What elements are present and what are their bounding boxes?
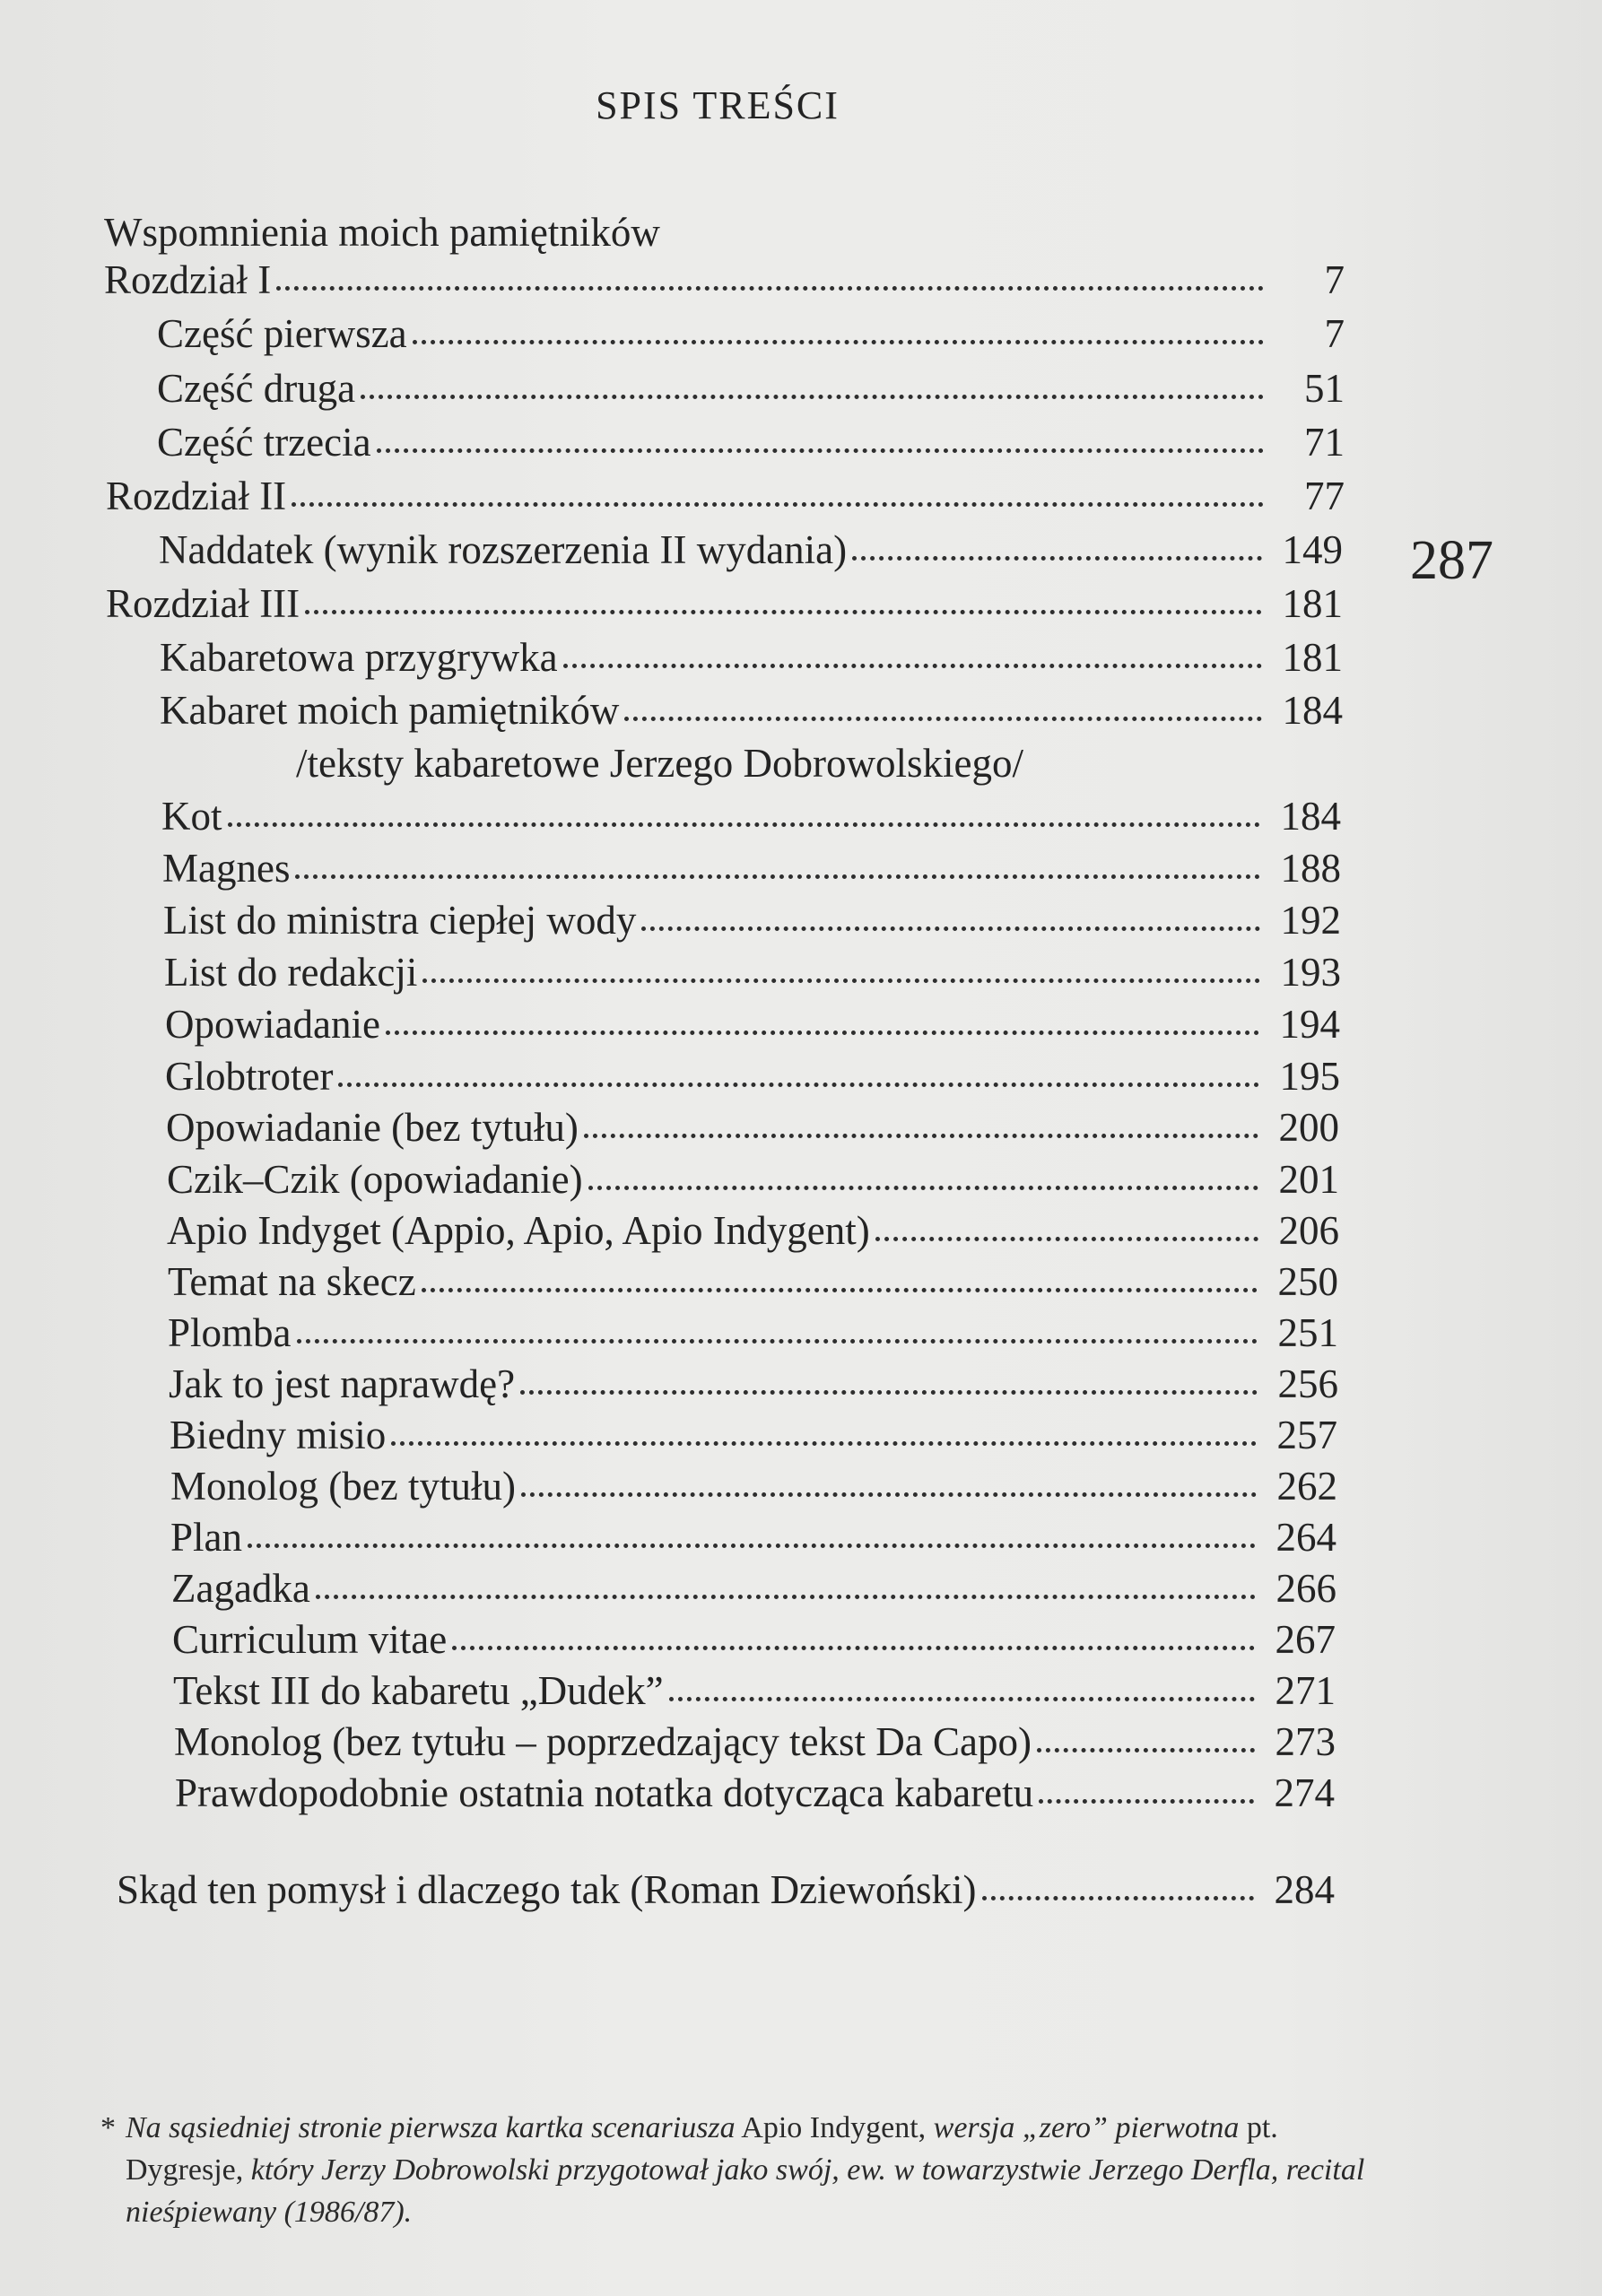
toc-entry [167,1208,1339,1253]
toc-entry [165,1054,1340,1099]
toc-entry [117,1867,1335,1912]
toc-entry [165,1004,1340,1045]
toc-dot-leader [276,286,1264,291]
toc-entry-page: 194 [1279,1002,1340,1047]
toc-dot-leader [248,1544,1256,1548]
toc-entry-title: Plan [170,1515,243,1560]
toc-entry-page: 188 [1280,846,1341,891]
toc-entry-title: Część druga [157,366,356,411]
toc-entry-page: 267 [1275,1617,1336,1662]
toc-entry-page: 201 [1278,1157,1339,1202]
toc-dot-leader [520,1390,1258,1395]
toc-entry [173,1668,1336,1713]
toc-entry-title: Kabaretowa przygrywka [160,635,558,680]
toc-dot-leader [588,1186,1258,1190]
toc-entry-page: 262 [1276,1464,1337,1509]
toc-entry-title: Prawdopodobnie ostatnia notatka dotycząca kabaretu [175,1770,1034,1815]
toc-entry-title: Skąd ten pomysł i dlaczego tak (Roman Dziewoński) [117,1867,977,1912]
toc-main-heading: Wspomnienia moich pamiętników [104,210,660,255]
toc-dot-leader [641,926,1260,931]
toc-entry-title: Rozdział II [106,474,287,518]
footnote-title-upright: Apio Indygent, [741,2111,927,2144]
toc-entry-title: List do ministra ciepłej wody [163,898,637,943]
toc-entry-title: Temat na skecz [168,1259,416,1304]
toc-entry-page: 271 [1275,1668,1336,1713]
toc-entry-title: Rozdział III [106,581,300,626]
toc-entry-page: 7 [1324,311,1345,356]
toc-entry-page: 181 [1282,581,1343,626]
toc-entry [170,1466,1337,1507]
toc-dot-leader [305,610,1262,614]
toc-entry-title: Apio Indyget (Appio, Apio, Apio Indygent) [167,1208,870,1253]
toc-entry-title: Kabaret moich pamiętników [160,688,620,733]
toc-entry [106,476,1345,517]
toc-entry [175,1770,1335,1815]
toc-entry-title: Opowiadanie [165,1002,380,1047]
toc-entry [168,1310,1338,1355]
footnote-marker: * [100,2111,116,2144]
toc-entry-page: 7 [1324,257,1345,302]
footnote [100,2108,1381,2234]
toc-dot-leader [386,1031,1259,1035]
toc-entry-page: 192 [1280,898,1341,943]
toc-entry-title: Globtroter [165,1054,334,1099]
toc-entry-page: 206 [1278,1208,1339,1253]
toc-entry-page: 181 [1282,635,1343,680]
toc-entry [157,422,1345,463]
toc-dot-leader [669,1697,1255,1701]
toc-entry [166,1105,1339,1150]
toc-entry [170,1415,1337,1456]
toc-entry-page: 51 [1304,366,1345,411]
toc-entry [164,952,1341,993]
toc-dot-leader [452,1646,1255,1650]
toc-entry [169,1361,1338,1406]
toc-entry [167,1157,1339,1202]
toc-entry-page: 77 [1304,474,1345,518]
toc-dot-leader [422,978,1260,983]
toc-entry [104,257,1345,302]
toc-dot-leader [297,1339,1258,1344]
toc-dot-leader [391,1441,1257,1446]
toc-entry [163,900,1341,941]
toc-entry-title: Część trzecia [157,420,371,465]
toc-entry [157,311,1345,356]
toc-subheading: /teksty kabaretowe Jerzego Dobrowolskiego/ [296,741,1024,786]
toc-entry [174,1719,1336,1764]
toc-entry [170,1515,1336,1560]
toc-dot-leader [295,874,1260,879]
toc-entry-title: Biedny misio [170,1413,387,1457]
toc-entry-title: Jak to jest naprawdę? [169,1361,516,1406]
toc-entry [106,581,1343,626]
toc-entry-page: 200 [1278,1105,1339,1150]
toc-entry [171,1566,1336,1611]
toc-entry-page: 193 [1280,950,1341,995]
toc-entry-page: 184 [1280,794,1341,839]
toc-dot-leader [521,1492,1257,1497]
toc-entry-page: 274 [1274,1770,1335,1815]
toc-dot-leader [377,448,1264,453]
toc-entry-title: Część pierwsza [157,311,407,356]
toc-dot-leader [292,502,1264,507]
toc-entry-title: Monolog (bez tytułu – poprzedzający tekst Da Capo) [174,1719,1032,1764]
toc-entry [160,688,1343,733]
toc-dot-leader [584,1134,1258,1138]
toc-entry-page: 71 [1304,420,1345,465]
toc-entry-title: Monolog (bez tytułu) [170,1464,516,1509]
toc-entry-title: Rozdział I [104,257,272,302]
toc-entry-title: Naddatek (wynik rozszerzenia II wydania) [159,527,848,572]
toc-entry [161,796,1341,837]
footnote-title-upright: pt. Dygresje, [126,2111,1278,2187]
toc-entry-title: List do redakcji [164,950,418,995]
toc-entry-title: Zagadka [171,1566,310,1611]
toc-entry-page: 195 [1279,1054,1340,1099]
toc-entry-page: 266 [1276,1566,1336,1611]
toc-dot-leader [624,717,1262,721]
toc-entry-page: 250 [1277,1259,1338,1304]
toc-entry-page: 273 [1275,1719,1336,1764]
toc-dot-leader [1039,1799,1254,1804]
toc-dot-leader [982,1896,1254,1900]
footnote-text-italic: który Jerzy Dobrowolski przygotował jako swój, ew. w towarzystwie Jerzego Derfla, recital nieśpiewany (1986/87). [126,2152,1365,2229]
toc-entry [172,1617,1336,1662]
toc-dot-leader [228,822,1261,827]
toc-entry [157,366,1345,411]
toc-entry-page: 256 [1277,1361,1338,1406]
toc-entry-page: 257 [1276,1413,1337,1457]
toc-entry-title: Opowiadanie (bez tytułu) [166,1105,579,1150]
toc-entry [168,1259,1338,1304]
toc-dot-leader [413,340,1264,344]
toc-entry-title: Curriculum vitae [172,1617,448,1662]
toc-dot-leader [563,664,1262,668]
toc-entry-page: 149 [1282,527,1343,572]
toc-entry-page: 251 [1277,1310,1338,1355]
footnote-text-italic: Na sąsiedniej stronie pierwsza kartka scenariusza [126,2111,736,2144]
page-header: SPIS TREŚCI [596,83,840,127]
toc-entry-page: 284 [1274,1867,1335,1912]
footnote-text-italic: wersja „zero” pierwotna [933,2111,1240,2144]
toc-entry [159,527,1343,572]
toc-dot-leader [1037,1748,1255,1752]
toc-entry-title: Plomba [168,1310,292,1355]
toc-entry-title: Kot [161,794,222,839]
toc-dot-leader [875,1237,1258,1241]
toc-dot-leader [852,556,1262,561]
toc-entry-title: Tekst III do kabaretu „Dudek” [173,1668,664,1713]
toc-entry-title: Czik–Czik (opowiadanie) [167,1157,583,1202]
toc-entry [162,848,1341,889]
toc-entry-page: 184 [1282,688,1343,733]
toc-dot-leader [338,1083,1259,1087]
toc-entry [160,635,1343,680]
page-number: 287 [1410,530,1493,591]
toc-dot-leader [422,1288,1258,1292]
toc-dot-leader [316,1595,1256,1599]
toc-dot-leader [361,395,1264,399]
toc-entry-title: Magnes [162,846,291,891]
toc-entry-page: 264 [1276,1515,1336,1560]
